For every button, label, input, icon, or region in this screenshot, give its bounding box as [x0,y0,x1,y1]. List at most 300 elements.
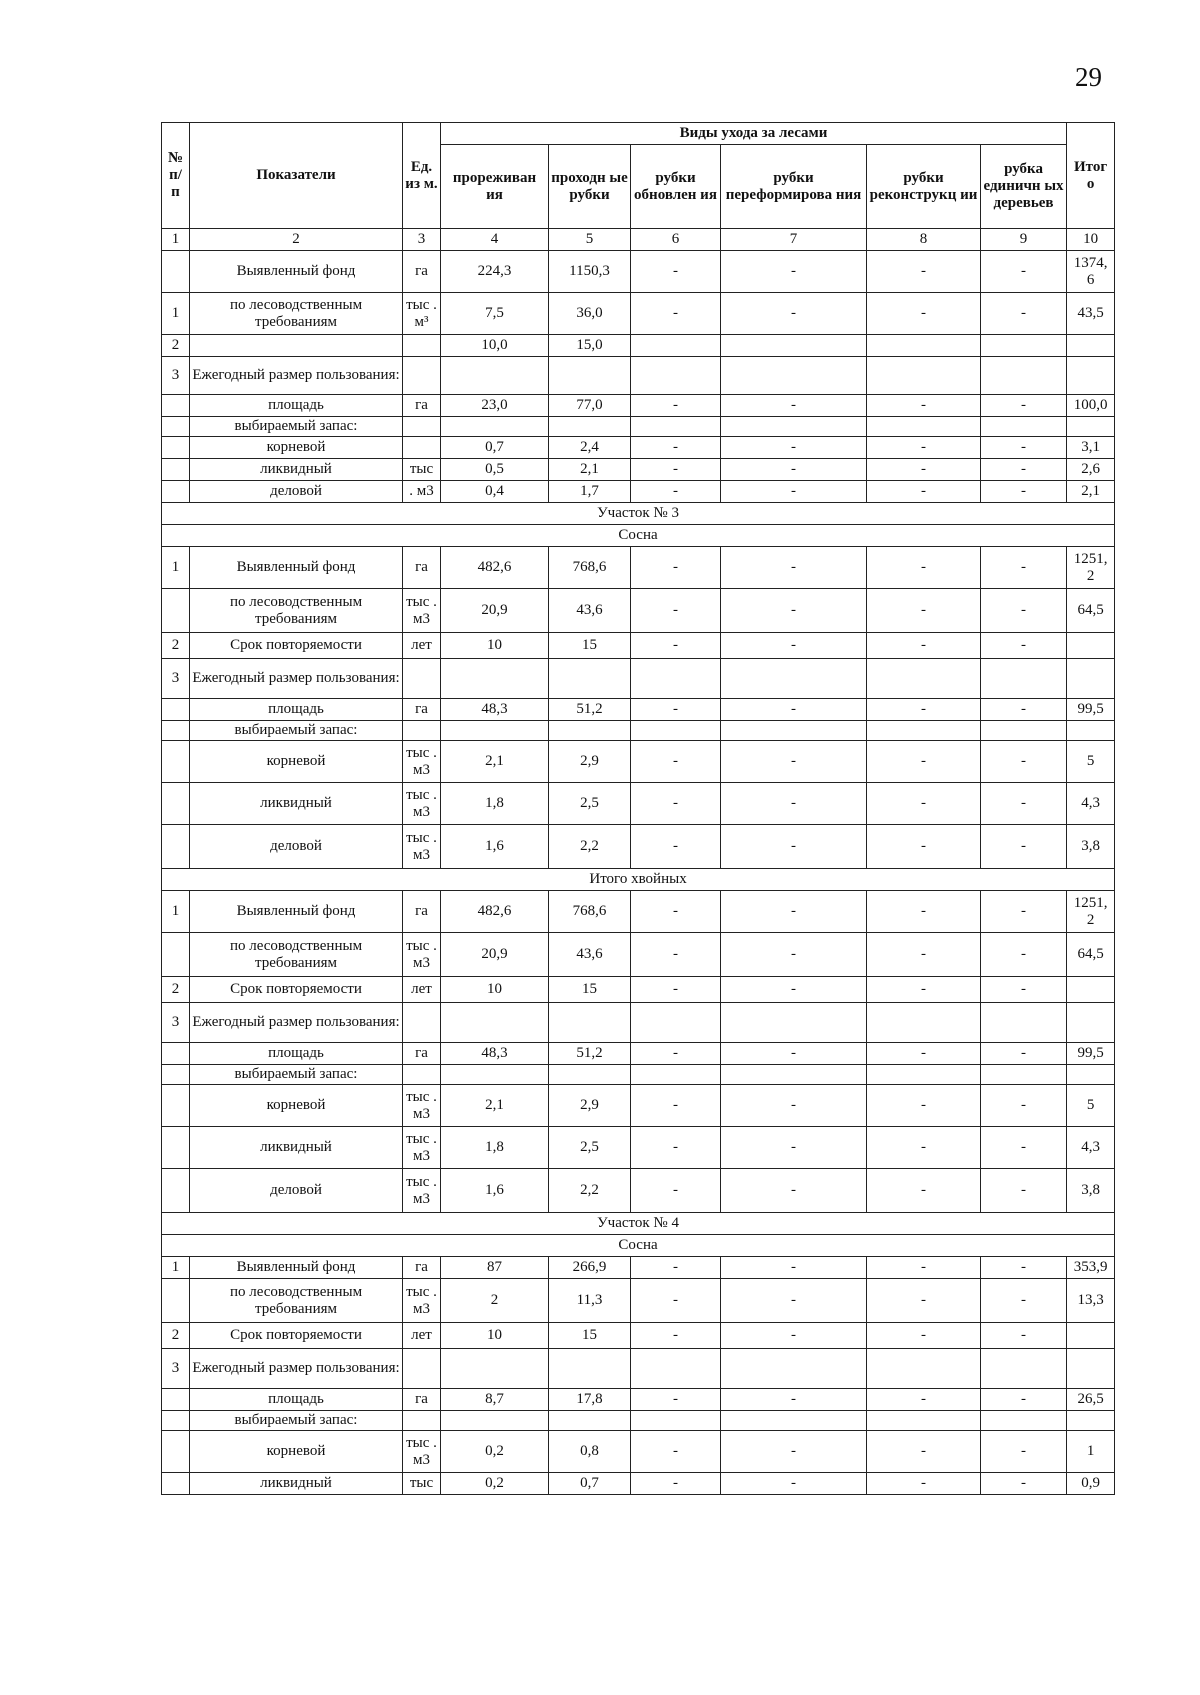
value-cell: 23,0 [441,395,549,417]
indicator-label: Выявленный фонд [190,547,403,589]
value-cell: 10,0 [441,335,549,357]
table-row [162,1169,1115,1213]
value-cell [441,1003,549,1043]
value-cell: - [631,481,721,503]
value-cell [631,357,721,395]
value-cell: 266,9 [549,1257,631,1279]
value-cell: - [981,251,1067,293]
indicator-label: выбираемый запас: [190,1411,403,1431]
unit-cell: тыс . м3 [403,1085,441,1127]
indicator-label: Выявленный фонд [190,891,403,933]
unit-cell: га [403,1043,441,1065]
value-cell: - [631,589,721,633]
value-cell: - [721,699,867,721]
row-number: 2 [162,977,190,1003]
indicator-label: по лесоводственным требованиям [190,293,403,335]
value-cell: - [981,1085,1067,1127]
value-cell: - [867,395,981,417]
section-title: Сосна [162,525,1115,547]
value-cell: - [631,1473,721,1495]
value-cell: 10 [441,633,549,659]
column-number: 3 [403,229,441,251]
value-cell: - [631,1169,721,1213]
value-cell [549,659,631,699]
unit-cell: тыс . м3 [403,825,441,869]
value-cell: - [867,825,981,869]
total-cell: 99,5 [1067,699,1115,721]
indicator-label: площадь [190,395,403,417]
value-cell: 1,8 [441,783,549,825]
value-cell: 48,3 [441,1043,549,1065]
value-cell: - [721,481,867,503]
row-number [162,825,190,869]
value-cell: - [867,699,981,721]
value-cell [867,357,981,395]
value-cell: 8,7 [441,1389,549,1411]
value-cell: - [867,251,981,293]
value-cell: 224,3 [441,251,549,293]
value-cell: - [867,1279,981,1323]
value-cell: 2,1 [441,1085,549,1127]
total-cell: 353,9 [1067,1257,1115,1279]
total-cell: 2,1 [1067,481,1115,503]
unit-cell: га [403,251,441,293]
value-cell: - [631,395,721,417]
value-cell: - [721,459,867,481]
indicator-label: корневой [190,741,403,783]
total-cell: 5 [1067,1085,1115,1127]
value-cell: - [721,1323,867,1349]
section-title: Участок № 3 [162,503,1115,525]
value-cell: 482,6 [441,547,549,589]
table-row [162,933,1115,977]
table-row [162,459,1115,481]
total-cell: 0,9 [1067,1473,1115,1495]
row-number: 1 [162,293,190,335]
table-row [162,1003,1115,1043]
row-number [162,1085,190,1127]
value-cell: - [721,1279,867,1323]
row-number [162,933,190,977]
value-cell [981,335,1067,357]
value-cell [549,1411,631,1431]
column-number: 4 [441,229,549,251]
value-cell: - [867,783,981,825]
unit-cell: тыс . м3 [403,1127,441,1169]
value-cell [441,1349,549,1389]
value-cell: - [981,933,1067,977]
row-number [162,1043,190,1065]
indicator-label: выбираемый запас: [190,1065,403,1085]
value-cell [721,1065,867,1085]
value-cell: - [981,1127,1067,1169]
value-cell: - [631,1431,721,1473]
total-cell [1067,633,1115,659]
value-cell: - [867,1085,981,1127]
value-cell: - [721,547,867,589]
unit-cell: лет [403,633,441,659]
value-cell [867,417,981,437]
row-number: 1 [162,891,190,933]
column-number: 1 [162,229,190,251]
value-cell: 1,8 [441,1127,549,1169]
total-cell [1067,721,1115,741]
table-row [162,1411,1115,1431]
value-cell: 1,7 [549,481,631,503]
value-cell: 11,3 [549,1279,631,1323]
value-cell: - [867,1043,981,1065]
table-row [162,699,1115,721]
value-cell [631,1411,721,1431]
value-cell [981,1065,1067,1085]
value-cell: - [981,1473,1067,1495]
header-indicators: Показатели [190,123,403,229]
section-title: Сосна [162,1235,1115,1257]
value-cell: - [721,395,867,417]
value-cell [549,417,631,437]
indicator-label: Срок повторяемости [190,977,403,1003]
total-cell [1067,357,1115,395]
row-number [162,1411,190,1431]
unit-cell: га [403,1257,441,1279]
value-cell: - [721,1169,867,1213]
value-cell: - [631,633,721,659]
value-cell: 0,7 [441,437,549,459]
table-row [162,335,1115,357]
unit-cell: тыс . м3 [403,1431,441,1473]
row-number: 3 [162,1003,190,1043]
indicator-label [190,335,403,357]
value-cell: 10 [441,977,549,1003]
value-cell [441,659,549,699]
unit-cell: га [403,891,441,933]
indicator-label: выбираемый запас: [190,417,403,437]
table-row [162,659,1115,699]
value-cell: 1,6 [441,825,549,869]
value-cell: 43,6 [549,933,631,977]
value-cell: - [631,1043,721,1065]
value-cell: - [721,1085,867,1127]
value-cell: 51,2 [549,1043,631,1065]
value-cell: - [631,1257,721,1279]
value-cell: - [631,977,721,1003]
unit-cell [403,721,441,741]
indicator-label: площадь [190,1389,403,1411]
row-number [162,1473,190,1495]
unit-cell: лет [403,1323,441,1349]
value-cell: - [631,251,721,293]
total-cell [1067,977,1115,1003]
value-cell [981,1411,1067,1431]
header-type-passage-cutting: проходн ые рубки [549,145,631,229]
value-cell: 77,0 [549,395,631,417]
unit-cell [403,1349,441,1389]
value-cell: - [981,1169,1067,1213]
section-header-row [162,869,1115,891]
row-number [162,459,190,481]
value-cell: - [867,459,981,481]
indicator-label: корневой [190,437,403,459]
value-cell: 2,5 [549,783,631,825]
table-row [162,891,1115,933]
value-cell [721,721,867,741]
table-row [162,251,1115,293]
total-cell [1067,1065,1115,1085]
value-cell: 15,0 [549,335,631,357]
row-number [162,1431,190,1473]
value-cell [549,1003,631,1043]
value-cell [631,1349,721,1389]
value-cell [631,659,721,699]
row-number [162,783,190,825]
indicator-label: ликвидный [190,783,403,825]
unit-cell [403,659,441,699]
value-cell: - [721,1257,867,1279]
value-cell: - [631,933,721,977]
indicator-label: площадь [190,1043,403,1065]
total-cell: 13,3 [1067,1279,1115,1323]
table-row [162,783,1115,825]
indicator-label: Ежегодный размер пользования: [190,357,403,395]
table-row [162,1349,1115,1389]
unit-cell: га [403,699,441,721]
value-cell: - [981,1389,1067,1411]
value-cell [441,721,549,741]
row-number [162,1127,190,1169]
header-type-renewal-cutting: рубки обновлен ия [631,145,721,229]
header-no: № п/ п [162,123,190,229]
value-cell: 2,9 [549,741,631,783]
row-number: 1 [162,547,190,589]
value-cell [549,721,631,741]
value-cell: - [867,1473,981,1495]
indicator-label: площадь [190,699,403,721]
value-cell: 0,8 [549,1431,631,1473]
indicator-label: Ежегодный размер пользования: [190,1349,403,1389]
total-cell: 4,3 [1067,783,1115,825]
value-cell: 10 [441,1323,549,1349]
row-number: 3 [162,357,190,395]
value-cell: 1,6 [441,1169,549,1213]
indicator-label: ликвидный [190,1473,403,1495]
indicator-label: деловой [190,1169,403,1213]
indicator-label: Выявленный фонд [190,251,403,293]
indicator-label: Выявленный фонд [190,1257,403,1279]
unit-cell: тыс . м3 [403,1279,441,1323]
total-cell: 99,5 [1067,1043,1115,1065]
total-cell: 1251, 2 [1067,891,1115,933]
value-cell: - [867,1169,981,1213]
table-row [162,1257,1115,1279]
value-cell: 15 [549,1323,631,1349]
value-cell [867,1349,981,1389]
total-cell: 3,1 [1067,437,1115,459]
header-type-thinning: прореживан ия [441,145,549,229]
indicator-label: Ежегодный размер пользования: [190,1003,403,1043]
table-row [162,1323,1115,1349]
table-row [162,825,1115,869]
value-cell: - [721,293,867,335]
unit-cell: га [403,547,441,589]
table-row [162,633,1115,659]
value-cell: - [631,1279,721,1323]
value-cell: - [867,547,981,589]
value-cell [721,659,867,699]
value-cell [721,335,867,357]
table-row [162,437,1115,459]
value-cell: - [631,1085,721,1127]
unit-cell [403,335,441,357]
value-cell: - [721,1389,867,1411]
value-cell [981,721,1067,741]
value-cell: - [721,741,867,783]
row-number [162,1389,190,1411]
value-cell [867,721,981,741]
table-row [162,547,1115,589]
total-cell: 1251, 2 [1067,547,1115,589]
table-row [162,721,1115,741]
value-cell: - [981,395,1067,417]
value-cell: - [721,633,867,659]
value-cell: - [981,977,1067,1003]
total-cell: 64,5 [1067,933,1115,977]
section-header-row [162,503,1115,525]
table-row [162,1431,1115,1473]
unit-cell [403,357,441,395]
value-cell: - [631,699,721,721]
value-cell [549,1065,631,1085]
header-care-types-group: Виды ухода за лесами [441,123,1067,145]
column-number: 6 [631,229,721,251]
table-row [162,1043,1115,1065]
value-cell [441,357,549,395]
value-cell: - [981,699,1067,721]
value-cell: - [867,633,981,659]
value-cell: - [981,1043,1067,1065]
value-cell [981,1003,1067,1043]
value-cell [441,417,549,437]
value-cell [631,335,721,357]
value-cell: - [721,891,867,933]
header-total: Итог о [1067,123,1115,229]
table-row [162,977,1115,1003]
indicator-label: Срок повторяемости [190,1323,403,1349]
value-cell: - [981,825,1067,869]
value-cell: - [631,1389,721,1411]
value-cell: - [631,547,721,589]
value-cell [549,357,631,395]
indicator-label: деловой [190,481,403,503]
row-number: 2 [162,335,190,357]
total-cell: 100,0 [1067,395,1115,417]
value-cell: - [981,783,1067,825]
value-cell: - [867,891,981,933]
value-cell: - [867,481,981,503]
indicator-label: Срок повторяемости [190,633,403,659]
value-cell: 36,0 [549,293,631,335]
value-cell [721,1003,867,1043]
indicator-label: Ежегодный размер пользования: [190,659,403,699]
value-cell: 0,2 [441,1473,549,1495]
value-cell [631,1065,721,1085]
value-cell: - [631,891,721,933]
value-cell: - [631,783,721,825]
value-cell [721,1349,867,1389]
value-cell: - [981,547,1067,589]
value-cell: - [867,1431,981,1473]
value-cell: 20,9 [441,589,549,633]
page-number: 29 [1075,62,1102,92]
value-cell [441,1411,549,1431]
indicator-label: корневой [190,1085,403,1127]
table-row [162,1127,1115,1169]
value-cell [721,417,867,437]
value-cell: 15 [549,633,631,659]
column-numbering-row [162,229,1115,251]
value-cell: - [867,589,981,633]
table-row [162,1065,1115,1085]
value-cell: - [867,1257,981,1279]
column-number: 8 [867,229,981,251]
value-cell: 43,6 [549,589,631,633]
total-cell: 4,3 [1067,1127,1115,1169]
row-number [162,481,190,503]
value-cell [981,417,1067,437]
value-cell: - [867,1127,981,1169]
value-cell: - [631,825,721,869]
value-cell: - [631,293,721,335]
value-cell: 2,2 [549,1169,631,1213]
table-row [162,1473,1115,1495]
unit-cell: . м3 [403,481,441,503]
value-cell: - [981,459,1067,481]
value-cell [631,721,721,741]
table-row [162,1085,1115,1127]
value-cell: 2,2 [549,825,631,869]
indicator-label: ликвидный [190,1127,403,1169]
value-cell [867,335,981,357]
value-cell: - [981,633,1067,659]
table-row [162,357,1115,395]
value-cell: - [867,1389,981,1411]
total-cell: 64,5 [1067,589,1115,633]
row-number: 3 [162,1349,190,1389]
row-number [162,1279,190,1323]
unit-cell: тыс . м3 [403,1169,441,1213]
total-cell [1067,1003,1115,1043]
value-cell: 2,4 [549,437,631,459]
value-cell: - [721,1127,867,1169]
value-cell: 768,6 [549,547,631,589]
value-cell: 2,1 [549,459,631,481]
row-number [162,1169,190,1213]
table-row [162,395,1115,417]
value-cell: - [867,437,981,459]
table-row [162,1389,1115,1411]
total-cell [1067,335,1115,357]
value-cell: - [721,783,867,825]
value-cell: - [721,825,867,869]
unit-cell: тыс . м3 [403,741,441,783]
indicator-label: деловой [190,825,403,869]
value-cell: - [631,459,721,481]
unit-cell: га [403,1389,441,1411]
value-cell: - [981,481,1067,503]
section-header-row [162,1235,1115,1257]
unit-cell: тыс [403,459,441,481]
value-cell: 48,3 [441,699,549,721]
unit-cell: тыс . м3 [403,783,441,825]
